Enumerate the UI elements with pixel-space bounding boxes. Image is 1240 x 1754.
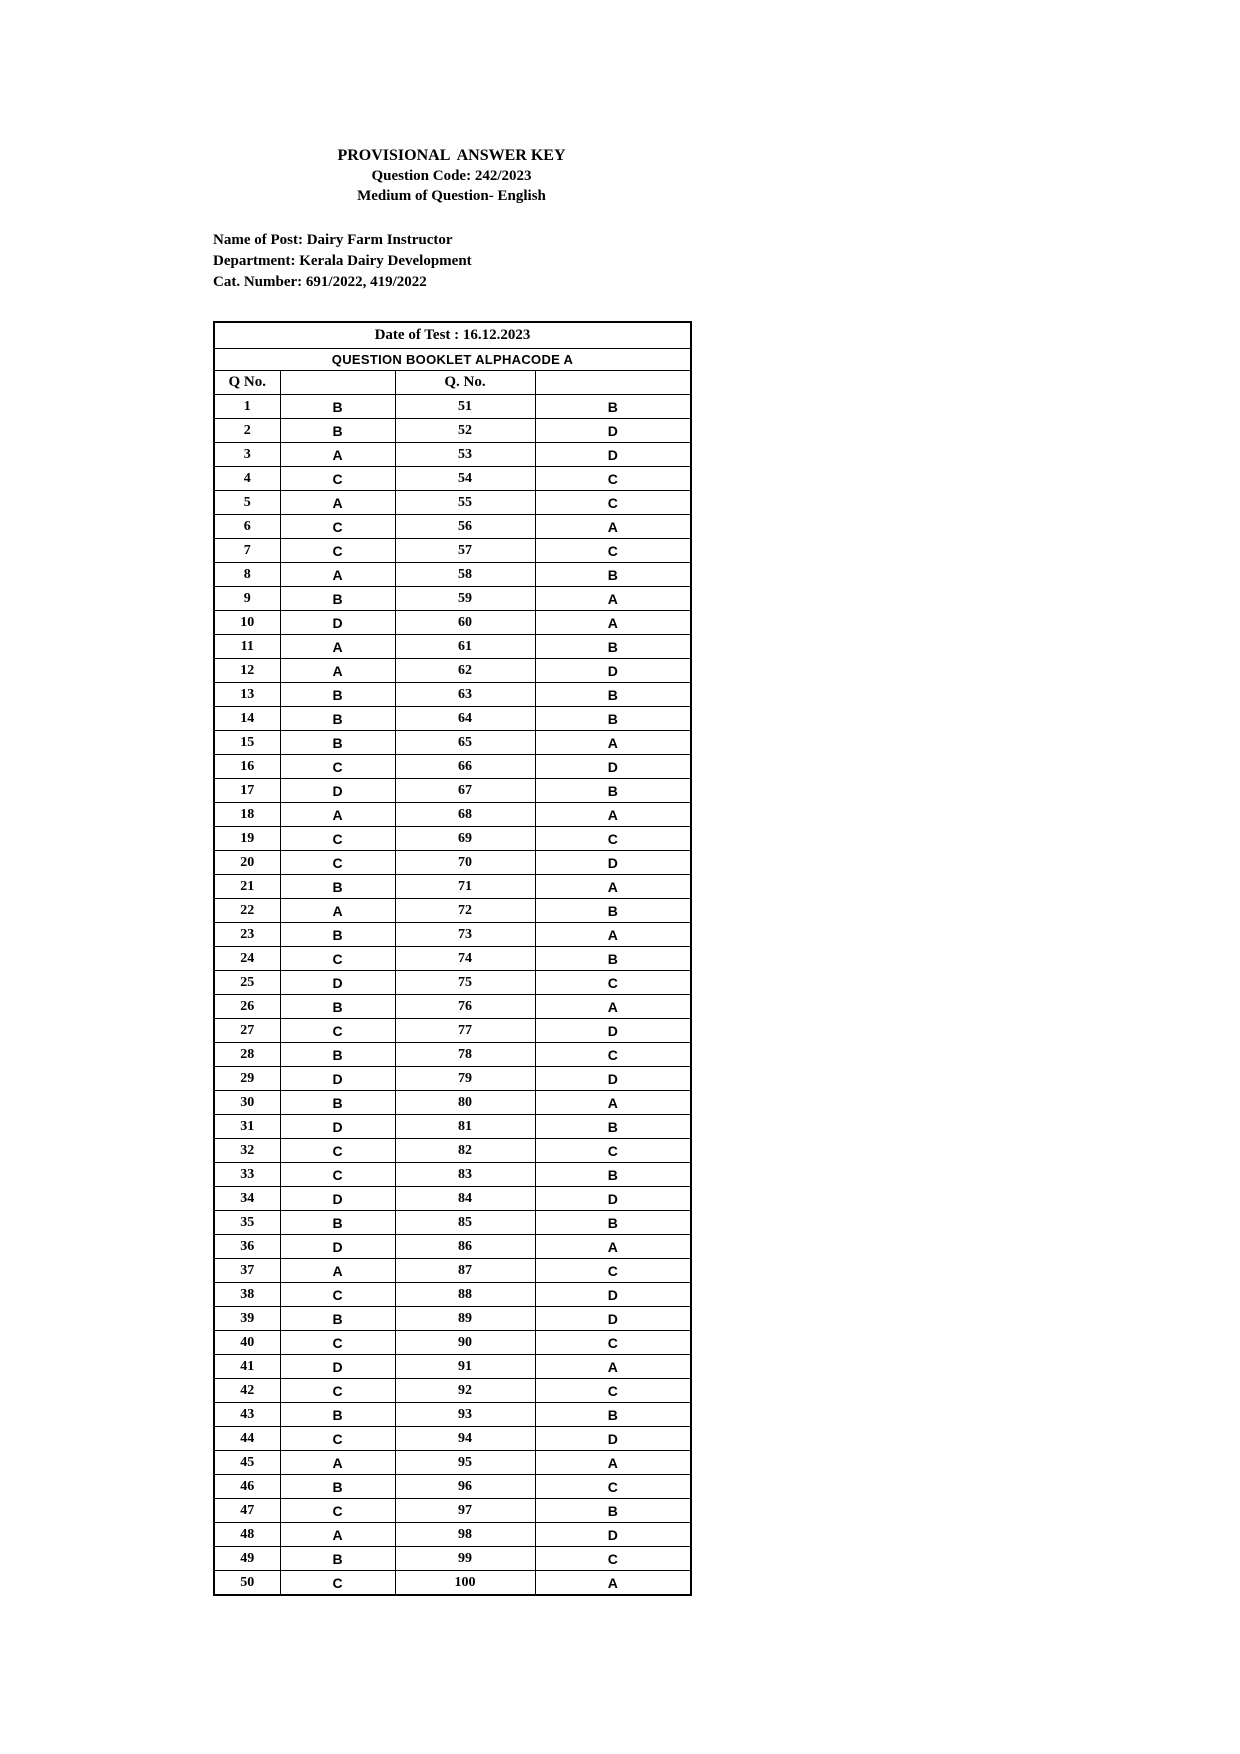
answer-row [214,467,691,491]
answer-left: A [280,1259,395,1283]
answer-left: A [280,899,395,923]
question-number-left: 12 [214,659,280,683]
question-number-right: 80 [395,1091,535,1115]
question-number-right: 88 [395,1283,535,1307]
answer-left: B [280,995,395,1019]
question-number-right: 59 [395,587,535,611]
question-number-left: 36 [214,1235,280,1259]
date-of-test: Date of Test : 16.12.2023 [214,322,691,349]
answer-right: C [535,491,691,515]
answer-left: A [280,443,395,467]
answer-left: A [280,563,395,587]
answer-right: C [535,1259,691,1283]
question-number-left: 29 [214,1067,280,1091]
question-number-right: 86 [395,1235,535,1259]
question-number-left: 24 [214,947,280,971]
answer-row [214,1187,691,1211]
answer-row [214,1115,691,1139]
department-name: Department: Kerala Dairy Development [213,253,472,269]
question-number-right: 97 [395,1499,535,1523]
answer-row [214,1427,691,1451]
answer-row [214,1475,691,1499]
answer-left: C [280,827,395,851]
question-number-right: 72 [395,899,535,923]
alphacode-header: QUESTION BOOKLET ALPHACODE A [214,349,691,371]
answer-left: D [280,1355,395,1379]
answer-right: B [535,635,691,659]
question-number-left: 35 [214,1211,280,1235]
answer-right: A [535,1571,691,1596]
question-number-right: 56 [395,515,535,539]
answer-row [214,779,691,803]
title-block [213,146,690,206]
question-number-right: 77 [395,1019,535,1043]
col-header-answer-right [535,371,691,395]
answer-left: B [280,419,395,443]
answer-row [214,995,691,1019]
question-number-right: 70 [395,851,535,875]
answer-right: C [535,1043,691,1067]
question-number-right: 71 [395,875,535,899]
answer-right: A [535,875,691,899]
question-number-left: 14 [214,707,280,731]
answer-row [214,1403,691,1427]
question-number-left: 43 [214,1403,280,1427]
answer-right: A [535,995,691,1019]
answer-left: D [280,1187,395,1211]
answer-row [214,731,691,755]
answer-left: B [280,1307,395,1331]
col-header-answer-left [280,371,395,395]
question-number-right: 75 [395,971,535,995]
question-number-right: 89 [395,1307,535,1331]
question-number-right: 63 [395,683,535,707]
answer-right: D [535,1019,691,1043]
question-number-right: 66 [395,755,535,779]
answer-left: A [280,1451,395,1475]
question-number-left: 33 [214,1163,280,1187]
question-number-left: 21 [214,875,280,899]
answer-key-table [213,321,692,1596]
question-number-left: 48 [214,1523,280,1547]
question-number-left: 32 [214,1139,280,1163]
answer-row [214,1355,691,1379]
post-name: Name of Post: Dairy Farm Instructor [213,232,453,248]
answer-right: D [535,1283,691,1307]
question-number-left: 45 [214,1451,280,1475]
answer-left: B [280,707,395,731]
question-number-right: 53 [395,443,535,467]
answer-row [214,1283,691,1307]
question-number-left: 11 [214,635,280,659]
question-number-right: 84 [395,1187,535,1211]
question-number-left: 6 [214,515,280,539]
answer-left: C [280,1427,395,1451]
question-number-right: 73 [395,923,535,947]
question-number-left: 41 [214,1355,280,1379]
answer-right: C [535,1139,691,1163]
answer-row [214,1091,691,1115]
answer-right: B [535,683,691,707]
answer-right: B [535,1115,691,1139]
answer-row [214,635,691,659]
answer-row [214,1067,691,1091]
question-number-left: 20 [214,851,280,875]
answer-right: B [535,1211,691,1235]
answer-row [214,899,691,923]
answer-right: A [535,1235,691,1259]
answer-right: D [535,1523,691,1547]
question-number-left: 3 [214,443,280,467]
answer-row [214,1307,691,1331]
post-info-block [213,230,690,293]
answer-right: C [535,971,691,995]
answer-right: C [535,1331,691,1355]
question-number-right: 82 [395,1139,535,1163]
document-content [213,0,690,1596]
answer-row [214,971,691,995]
question-number-right: 85 [395,1211,535,1235]
col-header-qno-left: Q No. [214,371,280,395]
answer-left: A [280,659,395,683]
answer-right: D [535,419,691,443]
answer-row [214,827,691,851]
answer-row [214,611,691,635]
question-number-left: 9 [214,587,280,611]
question-number-left: 4 [214,467,280,491]
question-number-right: 96 [395,1475,535,1499]
question-number-left: 38 [214,1283,280,1307]
question-number-left: 2 [214,419,280,443]
question-number-right: 78 [395,1043,535,1067]
question-number-right: 79 [395,1067,535,1091]
answer-row [214,947,691,971]
question-number-left: 26 [214,995,280,1019]
question-number-right: 67 [395,779,535,803]
question-number-right: 64 [395,707,535,731]
answer-left: C [280,1019,395,1043]
question-number-right: 87 [395,1259,535,1283]
answer-row [214,1523,691,1547]
answer-left: B [280,875,395,899]
question-number-left: 1 [214,395,280,419]
answer-row [214,1235,691,1259]
answer-right: B [535,1403,691,1427]
cat-number: Cat. Number: 691/2022, 419/2022 [213,274,427,290]
answer-right: D [535,1067,691,1091]
question-number-left: 23 [214,923,280,947]
answer-left: B [280,923,395,947]
question-number-left: 8 [214,563,280,587]
answer-left: B [280,395,395,419]
answer-right: D [535,659,691,683]
answer-left: B [280,731,395,755]
answer-row [214,1211,691,1235]
answer-row [214,803,691,827]
answer-left: C [280,1571,395,1596]
answer-left: D [280,779,395,803]
question-number-right: 52 [395,419,535,443]
answer-row [214,1163,691,1187]
answer-row [214,1331,691,1355]
answer-right: A [535,803,691,827]
answer-left: C [280,1331,395,1355]
answer-right: C [535,1547,691,1571]
answer-row [214,539,691,563]
answer-right: A [535,1355,691,1379]
answer-right: A [535,515,691,539]
answer-left: C [280,1139,395,1163]
answer-left: C [280,851,395,875]
answer-left: B [280,587,395,611]
answer-left: B [280,1211,395,1235]
answer-row [214,683,691,707]
answer-row [214,587,691,611]
answer-row [214,419,691,443]
answer-left: B [280,1403,395,1427]
answer-left: C [280,515,395,539]
answer-right: C [535,539,691,563]
answer-right: A [535,731,691,755]
answer-left: C [280,539,395,563]
question-number-right: 92 [395,1379,535,1403]
answer-row [214,1451,691,1475]
answer-left: D [280,611,395,635]
answer-row [214,1379,691,1403]
question-number-right: 54 [395,467,535,491]
question-number-left: 18 [214,803,280,827]
question-number-right: 94 [395,1427,535,1451]
answer-left: C [280,1499,395,1523]
question-number-left: 40 [214,1331,280,1355]
answer-row [214,659,691,683]
question-number-left: 19 [214,827,280,851]
question-number-left: 39 [214,1307,280,1331]
date-of-test-row [214,322,691,349]
answer-row [214,875,691,899]
question-number-right: 98 [395,1523,535,1547]
answer-right: B [535,1499,691,1523]
question-number-right: 57 [395,539,535,563]
answer-left: D [280,1115,395,1139]
answer-row [214,923,691,947]
question-number-left: 25 [214,971,280,995]
question-number-right: 61 [395,635,535,659]
question-number-right: 69 [395,827,535,851]
answer-right: B [535,947,691,971]
answer-left: A [280,803,395,827]
answer-right: B [535,707,691,731]
question-number-left: 17 [214,779,280,803]
question-code: Question Code: 242/2023 [371,168,532,184]
answer-right: B [535,1163,691,1187]
answer-right: C [535,1379,691,1403]
medium-of-question: Medium of Question- English [357,188,546,204]
question-number-right: 51 [395,395,535,419]
answer-left: D [280,1067,395,1091]
question-number-left: 27 [214,1019,280,1043]
answer-left: C [280,1163,395,1187]
question-number-right: 100 [395,1571,535,1596]
answer-right: C [535,827,691,851]
answer-right: A [535,587,691,611]
answer-row [214,491,691,515]
answer-left: A [280,491,395,515]
answer-right: A [535,923,691,947]
answer-left: D [280,971,395,995]
answer-right: D [535,755,691,779]
question-number-right: 65 [395,731,535,755]
question-number-right: 83 [395,1163,535,1187]
question-number-left: 46 [214,1475,280,1499]
answer-row [214,1259,691,1283]
answer-right: C [535,1475,691,1499]
answer-row [214,515,691,539]
answer-row [214,1139,691,1163]
answer-right: D [535,443,691,467]
answer-row [214,443,691,467]
answer-left: C [280,1283,395,1307]
question-number-left: 37 [214,1259,280,1283]
question-number-right: 60 [395,611,535,635]
question-number-right: 62 [395,659,535,683]
answer-row [214,1043,691,1067]
answer-left: A [280,1523,395,1547]
alphacode-row [214,349,691,371]
question-number-left: 7 [214,539,280,563]
col-header-qno-right: Q. No. [395,371,535,395]
question-number-right: 90 [395,1331,535,1355]
answer-row [214,1571,691,1596]
answer-row [214,1547,691,1571]
answer-right: C [535,467,691,491]
question-number-left: 47 [214,1499,280,1523]
question-number-left: 31 [214,1115,280,1139]
answer-left: B [280,1043,395,1067]
answer-right: D [535,1427,691,1451]
question-number-left: 15 [214,731,280,755]
answer-left: C [280,755,395,779]
answer-row [214,395,691,419]
doc-title: PROVISIONAL ANSWER KEY [337,147,566,164]
question-number-left: 5 [214,491,280,515]
answer-row [214,755,691,779]
answer-right: A [535,1451,691,1475]
answer-row [214,1019,691,1043]
question-number-left: 44 [214,1427,280,1451]
answer-left: A [280,635,395,659]
question-number-left: 28 [214,1043,280,1067]
question-number-right: 68 [395,803,535,827]
answer-right: B [535,395,691,419]
answer-right: D [535,1307,691,1331]
answer-right: D [535,1187,691,1211]
answer-right: B [535,899,691,923]
question-number-right: 91 [395,1355,535,1379]
answer-right: B [535,779,691,803]
column-header-row [214,371,691,395]
answer-left: B [280,1547,395,1571]
question-number-right: 99 [395,1547,535,1571]
question-number-right: 74 [395,947,535,971]
answer-left: D [280,1235,395,1259]
answer-right: B [535,563,691,587]
question-number-right: 76 [395,995,535,1019]
answer-right: A [535,611,691,635]
answer-left: B [280,683,395,707]
answer-row [214,563,691,587]
answer-left: B [280,1091,395,1115]
answer-left: C [280,1379,395,1403]
answer-left: C [280,947,395,971]
answer-rows [214,395,691,1596]
answer-row [214,1499,691,1523]
question-number-left: 50 [214,1571,280,1596]
answer-right: D [535,851,691,875]
question-number-left: 42 [214,1379,280,1403]
question-number-right: 95 [395,1451,535,1475]
question-number-left: 49 [214,1547,280,1571]
answer-left: C [280,467,395,491]
answer-left: B [280,1475,395,1499]
question-number-left: 13 [214,683,280,707]
question-number-left: 22 [214,899,280,923]
answer-row [214,707,691,731]
question-number-right: 55 [395,491,535,515]
question-number-right: 81 [395,1115,535,1139]
answer-row [214,851,691,875]
question-number-left: 34 [214,1187,280,1211]
question-number-left: 10 [214,611,280,635]
answer-right: A [535,1091,691,1115]
question-number-left: 30 [214,1091,280,1115]
question-number-right: 58 [395,563,535,587]
question-number-right: 93 [395,1403,535,1427]
question-number-left: 16 [214,755,280,779]
